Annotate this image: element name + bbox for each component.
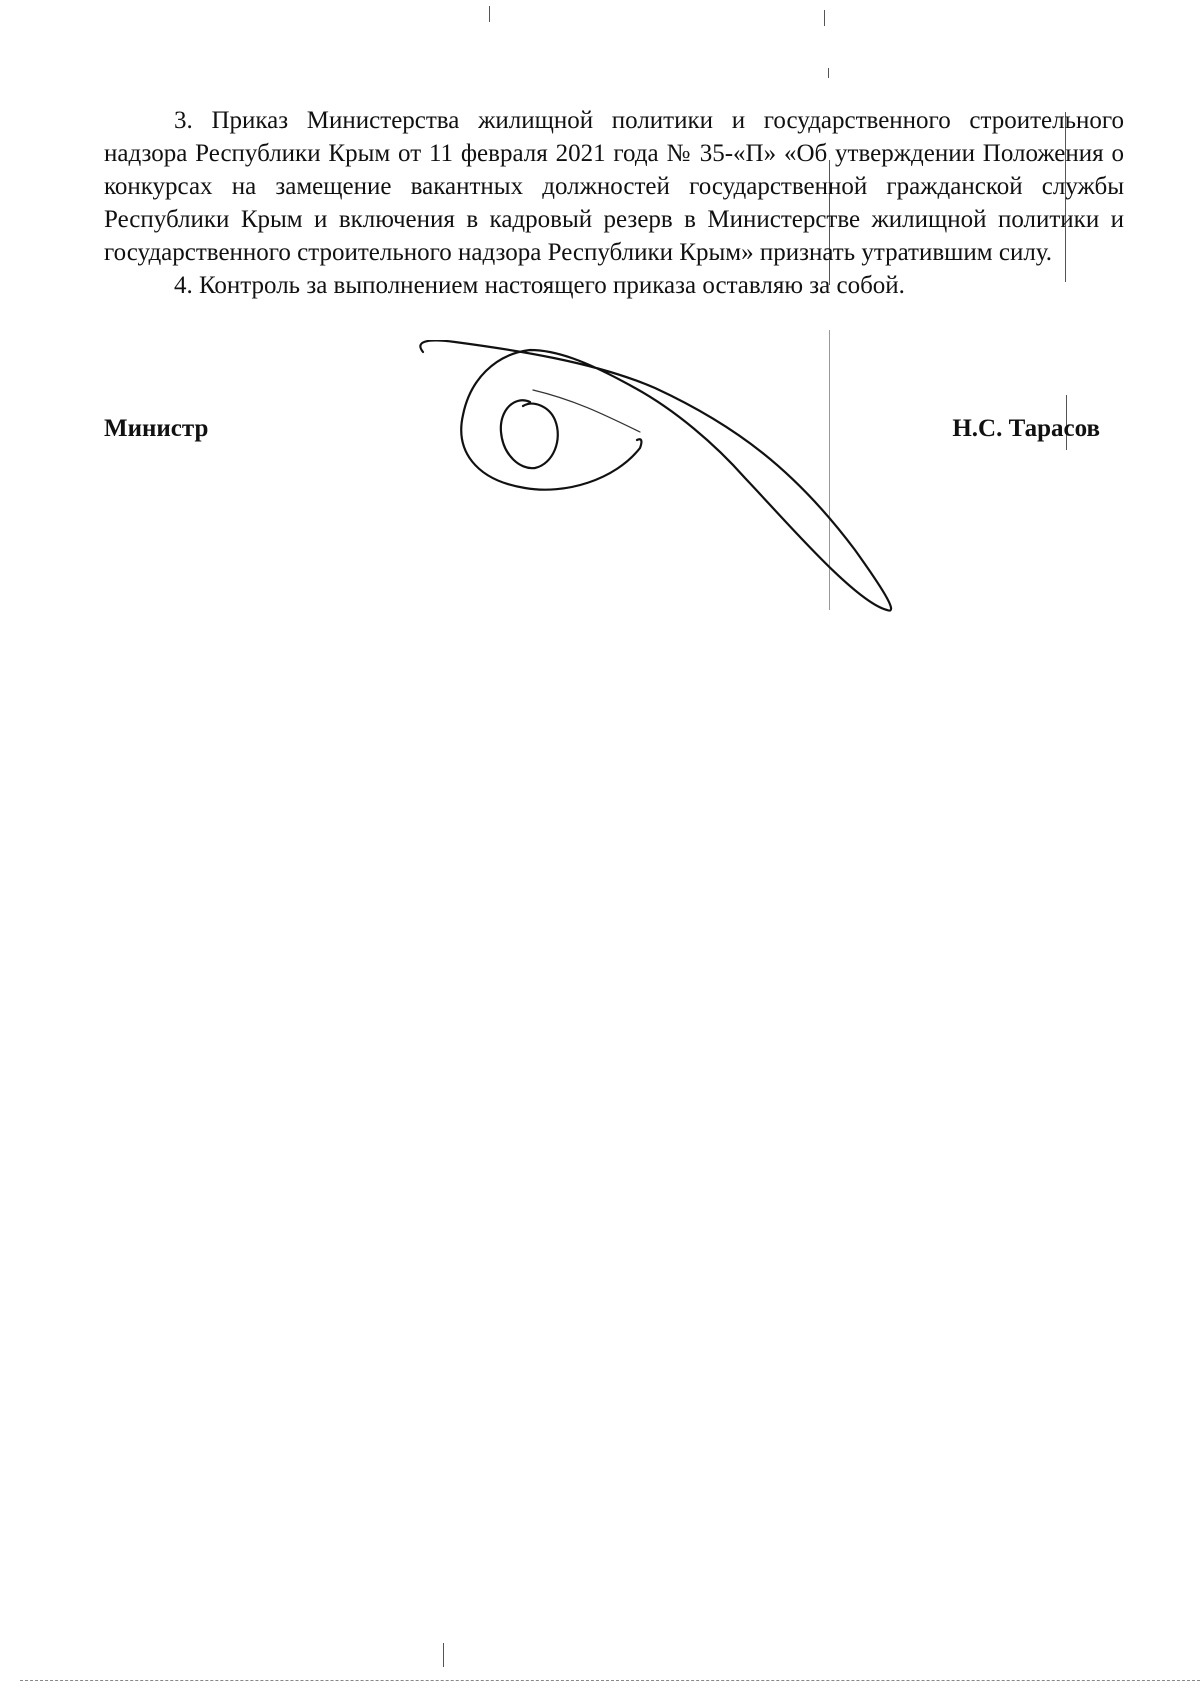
signatory-title: Министр	[104, 415, 209, 442]
paragraph-3: 3. Приказ Министерства жилищной политики и государственного строительного надзора Республики Крым от 11 февраля 2021 года № 35-«П» «Об утверждении Положения о конкурсах на замещение вакантных должностей государственной гражданской службы Республики Крым и включения в кадровый резерв в Министерстве жилищной политики и государственного строительного надзора Республики Крым» признать утратившим силу.	[104, 107, 1124, 266]
handwritten-signature	[415, 340, 915, 620]
scan-artifact	[489, 6, 490, 22]
scan-artifact	[828, 68, 829, 78]
scan-bottom-edge	[20, 1680, 1200, 1681]
signatory-name: Н.С. Тарасов	[952, 415, 1100, 442]
scan-artifact	[443, 1643, 444, 1667]
scan-artifact	[824, 10, 825, 26]
paragraph-4: 4. Контроль за выполнением настоящего приказа оставляю за собой.	[174, 272, 905, 299]
document-body	[104, 104, 1124, 302]
